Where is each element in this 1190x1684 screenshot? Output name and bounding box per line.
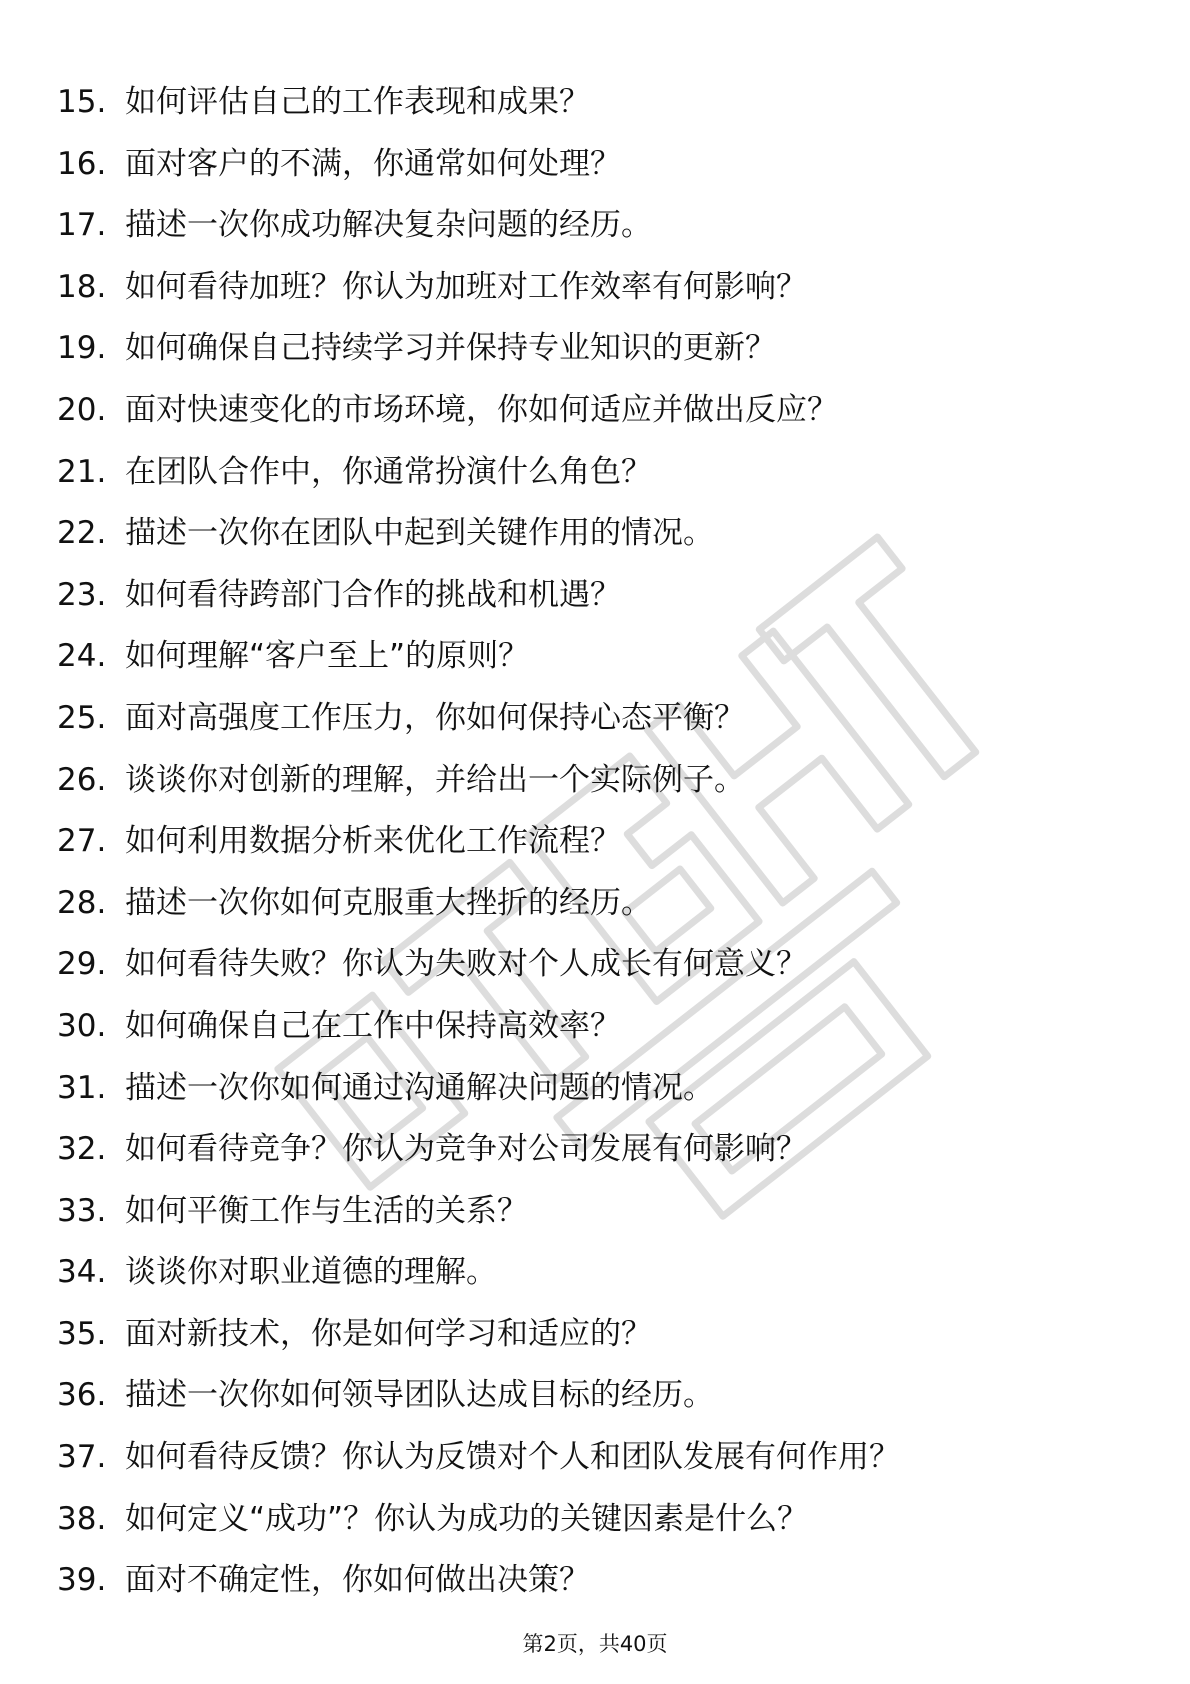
question-number: 30. [57, 1007, 107, 1044]
question-text: 如何看待失败？你认为失败对个人成长有何意义？ [125, 946, 807, 983]
question-text: 描述一次你成功解决复杂问题的经历。 [125, 207, 652, 244]
question-item [57, 1489, 1137, 1551]
question-list [57, 72, 1137, 1612]
question-item [57, 72, 1137, 134]
question-item [57, 380, 1137, 442]
question-item [57, 1550, 1137, 1612]
question-item [57, 1427, 1137, 1489]
question-number: 15. [57, 84, 107, 120]
question-item [57, 1304, 1137, 1366]
question-text: 如何评估自己的工作表现和成果？ [125, 84, 590, 120]
question-number: 38. [57, 1500, 107, 1537]
question-item [57, 1119, 1137, 1181]
question-item [57, 1058, 1137, 1120]
question-text: 如何确保自己持续学习并保持专业知识的更新？ [125, 330, 776, 367]
question-number: 34. [57, 1254, 107, 1291]
question-text: 如何平衡工作与生活的关系？ [125, 1192, 528, 1229]
question-number: 17. [57, 207, 107, 244]
question-number: 31. [57, 1069, 107, 1106]
question-text: 描述一次你在团队中起到关键作用的情况。 [125, 515, 714, 552]
question-number: 33. [57, 1192, 107, 1229]
question-number: 26. [57, 761, 107, 798]
question-number: 16. [57, 145, 107, 182]
question-number: 24. [57, 638, 107, 675]
question-number: 22. [57, 515, 107, 552]
question-number: 23. [57, 576, 107, 613]
question-number: 37. [57, 1439, 107, 1476]
question-number: 20. [57, 391, 107, 428]
question-item [57, 565, 1137, 627]
question-text: 如何确保自己在工作中保持高效率？ [125, 1007, 621, 1044]
question-number: 25. [57, 699, 107, 736]
question-item [57, 195, 1137, 257]
question-item [57, 811, 1137, 873]
question-item [57, 134, 1137, 196]
question-text: 面对高强度工作压力，你如何保持心态平衡？ [125, 699, 745, 736]
question-item [57, 626, 1137, 688]
question-text: 在团队合作中，你通常扮演什么角色？ [125, 453, 652, 490]
question-item [57, 1365, 1137, 1427]
question-item [57, 442, 1137, 504]
question-number: 18. [57, 268, 107, 305]
question-item [57, 503, 1137, 565]
question-number: 32. [57, 1131, 107, 1168]
question-number: 36. [57, 1377, 107, 1414]
question-item [57, 318, 1137, 380]
question-number: 27. [57, 823, 107, 860]
question-item [57, 1181, 1137, 1243]
question-item [57, 934, 1137, 996]
question-text: 描述一次你如何克服重大挫折的经历。 [125, 884, 652, 921]
question-number: 29. [57, 946, 107, 983]
question-item [57, 688, 1137, 750]
question-number: 35. [57, 1315, 107, 1352]
question-item [57, 1242, 1137, 1304]
question-item [57, 257, 1137, 319]
question-number: 39. [57, 1562, 107, 1599]
question-text: 面对不确定性，你如何做出决策？ [125, 1562, 590, 1599]
question-number: 28. [57, 884, 107, 921]
question-item [57, 750, 1137, 812]
question-number: 19. [57, 330, 107, 367]
question-text: 如何理解“客户至上”的原则？ [125, 638, 530, 675]
question-text: 面对快速变化的市场环境，你如何适应并做出反应？ [125, 391, 838, 428]
question-text: 面对客户的不满，你通常如何处理？ [125, 145, 621, 182]
question-text: 如何看待跨部门合作的挑战和机遇？ [125, 576, 621, 613]
question-text: 如何看待反馈？你认为反馈对个人和团队发展有何作用？ [125, 1439, 900, 1476]
question-text: 面对新技术，你是如何学习和适应的？ [125, 1315, 652, 1352]
question-number: 21. [57, 453, 107, 490]
question-item [57, 996, 1137, 1058]
question-text: 如何看待加班？你认为加班对工作效率有何影响？ [125, 268, 807, 305]
page-number-footer: 第2页，共40页 [522, 1632, 668, 1656]
question-text: 如何利用数据分析来优化工作流程？ [125, 823, 621, 860]
question-text: 描述一次你如何领导团队达成目标的经历。 [125, 1377, 714, 1414]
question-text: 如何定义“成功”？你认为成功的关键因素是什么？ [125, 1500, 809, 1537]
question-text: 谈谈你对创新的理解，并给出一个实际例子。 [125, 761, 745, 798]
question-text: 如何看待竞争？你认为竞争对公司发展有何影响？ [125, 1131, 807, 1168]
question-item [57, 873, 1137, 935]
question-text: 谈谈你对职业道德的理解。 [125, 1254, 497, 1291]
question-text: 描述一次你如何通过沟通解决问题的情况。 [125, 1069, 714, 1106]
